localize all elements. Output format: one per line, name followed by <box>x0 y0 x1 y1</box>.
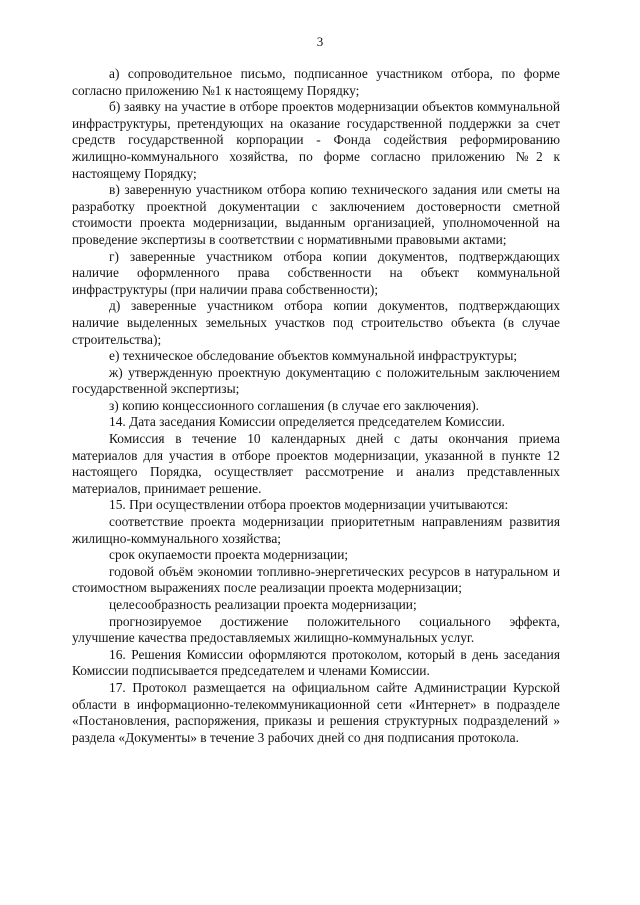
paragraph-criterion-social-effect: прогнозируемое достижение положительного социального эффекта, улучшение качества предоставляемых жилищно-коммунальных услуг. <box>72 613 560 646</box>
paragraph-criterion-feasibility: целесообразность реализации проекта модернизации; <box>109 597 417 612</box>
paragraph-item-b: б) заявку на участие в отборе проектов модернизации объектов коммунальной инфраструктуры, претендующих на оказание государственной поддержки за счет средств государственной корпорации - Фонда содействия реформированию жилищно-коммунального хозяйства, по форме согласно приложению №2 к настоящему Порядку; <box>72 99 560 181</box>
paragraph-criterion-payback: срок окупаемости проекта модернизации; <box>109 547 349 563</box>
paragraph-clause-16: 16. Решения Комиссии оформляются протоколом, который в день заседания Комиссии подписывается председателем и членами Комиссии. <box>72 646 560 679</box>
paragraph-item-z: з) копию концессионного соглашения (в случае его заключения). <box>109 397 480 413</box>
paragraph-item-d: д) заверенные участником отбора копии документов, подтверждающих наличие выделенных земельных участков под строительство объекта (в случае строительства); <box>72 298 560 347</box>
paragraph-commission-review: Комиссия в течение 10 календарных дней с даты окончания приема материалов для участия в отборе проектов модернизации, указанной в пункте 12 настоящего Порядка, осуществляет рассмотрение и анализ представленных материалов, принимает решение. <box>72 431 560 496</box>
page-number: 3 <box>316 34 324 49</box>
paragraph-item-g: г) заверенные участником отбора копии документов, подтверждающих наличие оформленного права собственности на объект коммунальной инфраструктуры (при наличии права собственности); <box>72 248 560 297</box>
paragraph-item-a: а) сопроводительное письмо, подписанное участником отбора, по форме согласно приложению №1 к настоящему Порядку; <box>72 66 560 98</box>
document-body <box>72 66 560 746</box>
paragraph-clause-15: 15. При осуществлении отбора проектов модернизации учитываются: <box>109 497 509 513</box>
paragraph-item-v: в) заверенную участником отбора копию технического задания или сметы на разработку проектной документации с заключением достоверности сметной стоимости проекта модернизации, выданным организацией, уполномоченной на проведение экспертизы в соответствии с нормативными правовыми актами; <box>72 182 560 247</box>
paragraph-item-e: е) техническое обследование объектов коммунальной инфраструктуры; <box>109 348 518 364</box>
paragraph-item-zh: ж) утвержденную проектную документацию с положительным заключением государственной экспертизы; <box>72 364 560 397</box>
paragraph-clause-17: 17. Протокол размещается на официальном сайте Администрации Курской области в информационно-телекоммуникационной сети «Интернет» в подразделе «Постановления, распоряжения, приказы и решения структурных подразделений » раздела «Документы» в течение 3 рабочих дней со дня подписания протокола. <box>72 679 560 745</box>
paragraph-clause-14: 14. Дата заседания Комиссии определяется председателем Комиссии. <box>109 414 505 430</box>
paragraph-criterion-savings: годовой объём экономии топливно-энергетических ресурсов в натуральном и стоимостном выражениях после реализации проекта модернизации; <box>72 563 560 596</box>
paragraph-criterion-priority: соответствие проекта модернизации приоритетным направлениям развития жилищно-коммунального хозяйства; <box>72 514 560 546</box>
